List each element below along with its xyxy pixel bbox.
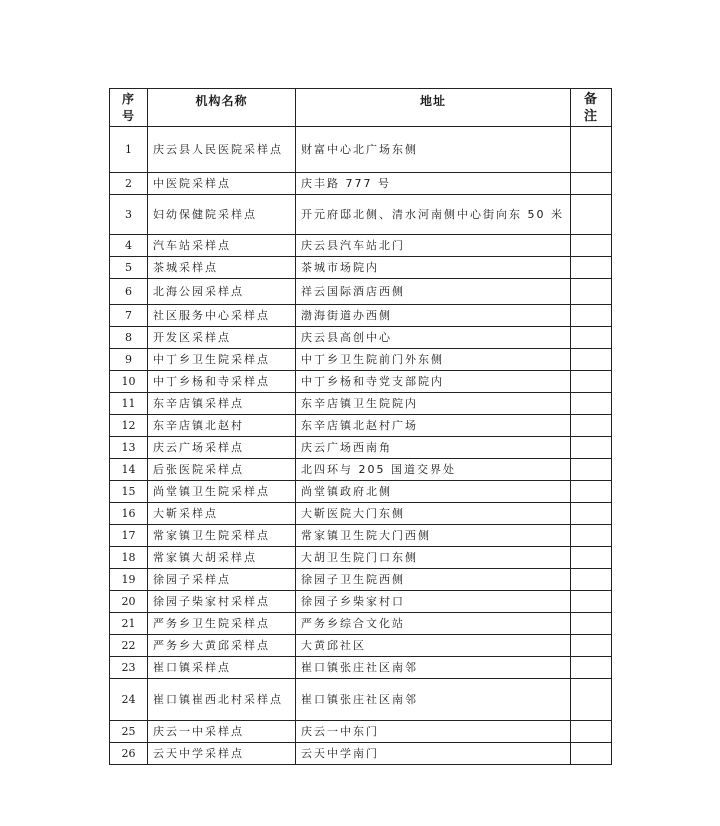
institution-address: 开元府邸北侧、清水河南侧中心街向东 50 米: [296, 195, 571, 235]
institution-name: 东辛店镇北赵村: [148, 415, 296, 437]
table-row: [110, 591, 612, 613]
institution-address: 北四环与 205 国道交界处: [296, 459, 571, 481]
row-number: 5: [110, 257, 148, 279]
institution-address: 东辛店镇北赵村广场: [296, 415, 571, 437]
row-note: [571, 195, 612, 235]
table-row: [110, 173, 612, 195]
institution-address: 徐园子乡柴家村口: [296, 591, 571, 613]
institution-name: 庆云一中采样点: [148, 721, 296, 743]
institution-address: 中丁乡卫生院前门外东侧: [296, 349, 571, 371]
row-note: [571, 173, 612, 195]
institution-name: 尚堂镇卫生院采样点: [148, 481, 296, 503]
institution-address: 财富中心北广场东侧: [296, 127, 571, 173]
institution-name: 中医院采样点: [148, 173, 296, 195]
institution-name: 常家镇大胡采样点: [148, 547, 296, 569]
institution-name: 社区服务中心采样点: [148, 305, 296, 327]
institution-name: 严务乡大黄邱采样点: [148, 635, 296, 657]
row-note: [571, 327, 612, 349]
row-number: 18: [110, 547, 148, 569]
row-note: [571, 743, 612, 765]
table-row: [110, 503, 612, 525]
row-number: 3: [110, 195, 148, 235]
sampling-points-table: [109, 88, 612, 765]
table-row: [110, 195, 612, 235]
institution-name: 崔口镇崔西北村采样点: [148, 679, 296, 721]
table-row: [110, 279, 612, 305]
table-row: [110, 371, 612, 393]
institution-name: 常家镇卫生院采样点: [148, 525, 296, 547]
row-number: 10: [110, 371, 148, 393]
row-note: [571, 235, 612, 257]
row-number: 26: [110, 743, 148, 765]
institution-name: 妇幼保健院采样点: [148, 195, 296, 235]
table-row: [110, 459, 612, 481]
institution-name: 徐园子柴家村采样点: [148, 591, 296, 613]
institution-address: 茶城市场院内: [296, 257, 571, 279]
institution-name: 汽车站采样点: [148, 235, 296, 257]
table-row: [110, 721, 612, 743]
table-header-row: [110, 89, 612, 127]
institution-name: 徐园子采样点: [148, 569, 296, 591]
institution-address: 庆云广场西南角: [296, 437, 571, 459]
institution-name: 东辛店镇采样点: [148, 393, 296, 415]
institution-address: 尚堂镇政府北侧: [296, 481, 571, 503]
row-number: 17: [110, 525, 148, 547]
institution-address: 庆云县汽车站北门: [296, 235, 571, 257]
institution-address: 严务乡综合文化站: [296, 613, 571, 635]
institution-name: 严务乡卫生院采样点: [148, 613, 296, 635]
row-note: [571, 257, 612, 279]
row-note: [571, 613, 612, 635]
table-row: [110, 569, 612, 591]
row-number: 12: [110, 415, 148, 437]
row-note: [571, 657, 612, 679]
row-number: 9: [110, 349, 148, 371]
row-note: [571, 591, 612, 613]
institution-address: 徐园子卫生院西侧: [296, 569, 571, 591]
header-address: 地址: [296, 89, 571, 127]
row-number: 20: [110, 591, 148, 613]
table-row: [110, 525, 612, 547]
row-note: [571, 525, 612, 547]
row-number: 6: [110, 279, 148, 305]
table-row: [110, 393, 612, 415]
table-row: [110, 305, 612, 327]
institution-address: 庆丰路 777 号: [296, 173, 571, 195]
header-name: 机构名称: [148, 89, 296, 127]
row-number: 16: [110, 503, 148, 525]
institution-name: 开发区采样点: [148, 327, 296, 349]
institution-address: 云天中学南门: [296, 743, 571, 765]
institution-address: 崔口镇张庄社区南邻: [296, 657, 571, 679]
row-note: [571, 503, 612, 525]
row-note: [571, 547, 612, 569]
institution-address: 庆云一中东门: [296, 721, 571, 743]
institution-address: 庆云县高创中心: [296, 327, 571, 349]
institution-address: 祥云国际酒店西侧: [296, 279, 571, 305]
institution-name: 北海公园采样点: [148, 279, 296, 305]
row-note: [571, 721, 612, 743]
table-row: [110, 437, 612, 459]
institution-name: 后张医院采样点: [148, 459, 296, 481]
institution-address: 大胡卫生院门口东侧: [296, 547, 571, 569]
row-number: 1: [110, 127, 148, 173]
table-row: [110, 743, 612, 765]
row-number: 13: [110, 437, 148, 459]
row-note: [571, 459, 612, 481]
row-note: [571, 305, 612, 327]
row-note: [571, 481, 612, 503]
institution-address: 中丁乡杨和寺党支部院内: [296, 371, 571, 393]
table-row: [110, 127, 612, 173]
row-number: 24: [110, 679, 148, 721]
row-note: [571, 415, 612, 437]
row-number: 15: [110, 481, 148, 503]
row-note: [571, 349, 612, 371]
row-note: [571, 279, 612, 305]
row-note: [571, 679, 612, 721]
row-number: 23: [110, 657, 148, 679]
institution-name: 崔口镇采样点: [148, 657, 296, 679]
row-note: [571, 437, 612, 459]
row-number: 4: [110, 235, 148, 257]
table-row: [110, 415, 612, 437]
institution-address: 常家镇卫生院大门西侧: [296, 525, 571, 547]
institution-address: 崔口镇张庄社区南邻: [296, 679, 571, 721]
table-row: [110, 657, 612, 679]
table-row: [110, 327, 612, 349]
row-number: 14: [110, 459, 148, 481]
table-row: [110, 547, 612, 569]
institution-name: 庆云广场采样点: [148, 437, 296, 459]
institution-name: 中丁乡卫生院采样点: [148, 349, 296, 371]
row-note: [571, 393, 612, 415]
header-seq: 序 号: [110, 89, 148, 127]
institution-address: 大黄邱社区: [296, 635, 571, 657]
table-row: [110, 235, 612, 257]
table-row: [110, 613, 612, 635]
row-number: 25: [110, 721, 148, 743]
institution-address: 渤海街道办西侧: [296, 305, 571, 327]
row-note: [571, 127, 612, 173]
table-row: [110, 635, 612, 657]
table-row: [110, 481, 612, 503]
row-note: [571, 371, 612, 393]
row-number: 19: [110, 569, 148, 591]
row-number: 8: [110, 327, 148, 349]
header-note: 备 注: [571, 89, 612, 127]
table-row: [110, 679, 612, 721]
row-number: 21: [110, 613, 148, 635]
row-note: [571, 635, 612, 657]
row-number: 7: [110, 305, 148, 327]
institution-name: 庆云县人民医院采样点: [148, 127, 296, 173]
table-row: [110, 257, 612, 279]
institution-name: 大靳采样点: [148, 503, 296, 525]
institution-name: 中丁乡杨和寺采样点: [148, 371, 296, 393]
row-number: 11: [110, 393, 148, 415]
row-number: 2: [110, 173, 148, 195]
institution-name: 茶城采样点: [148, 257, 296, 279]
institution-address: 大靳医院大门东侧: [296, 503, 571, 525]
institution-name: 云天中学采样点: [148, 743, 296, 765]
institution-address: 东辛店镇卫生院院内: [296, 393, 571, 415]
table-row: [110, 349, 612, 371]
row-note: [571, 569, 612, 591]
row-number: 22: [110, 635, 148, 657]
